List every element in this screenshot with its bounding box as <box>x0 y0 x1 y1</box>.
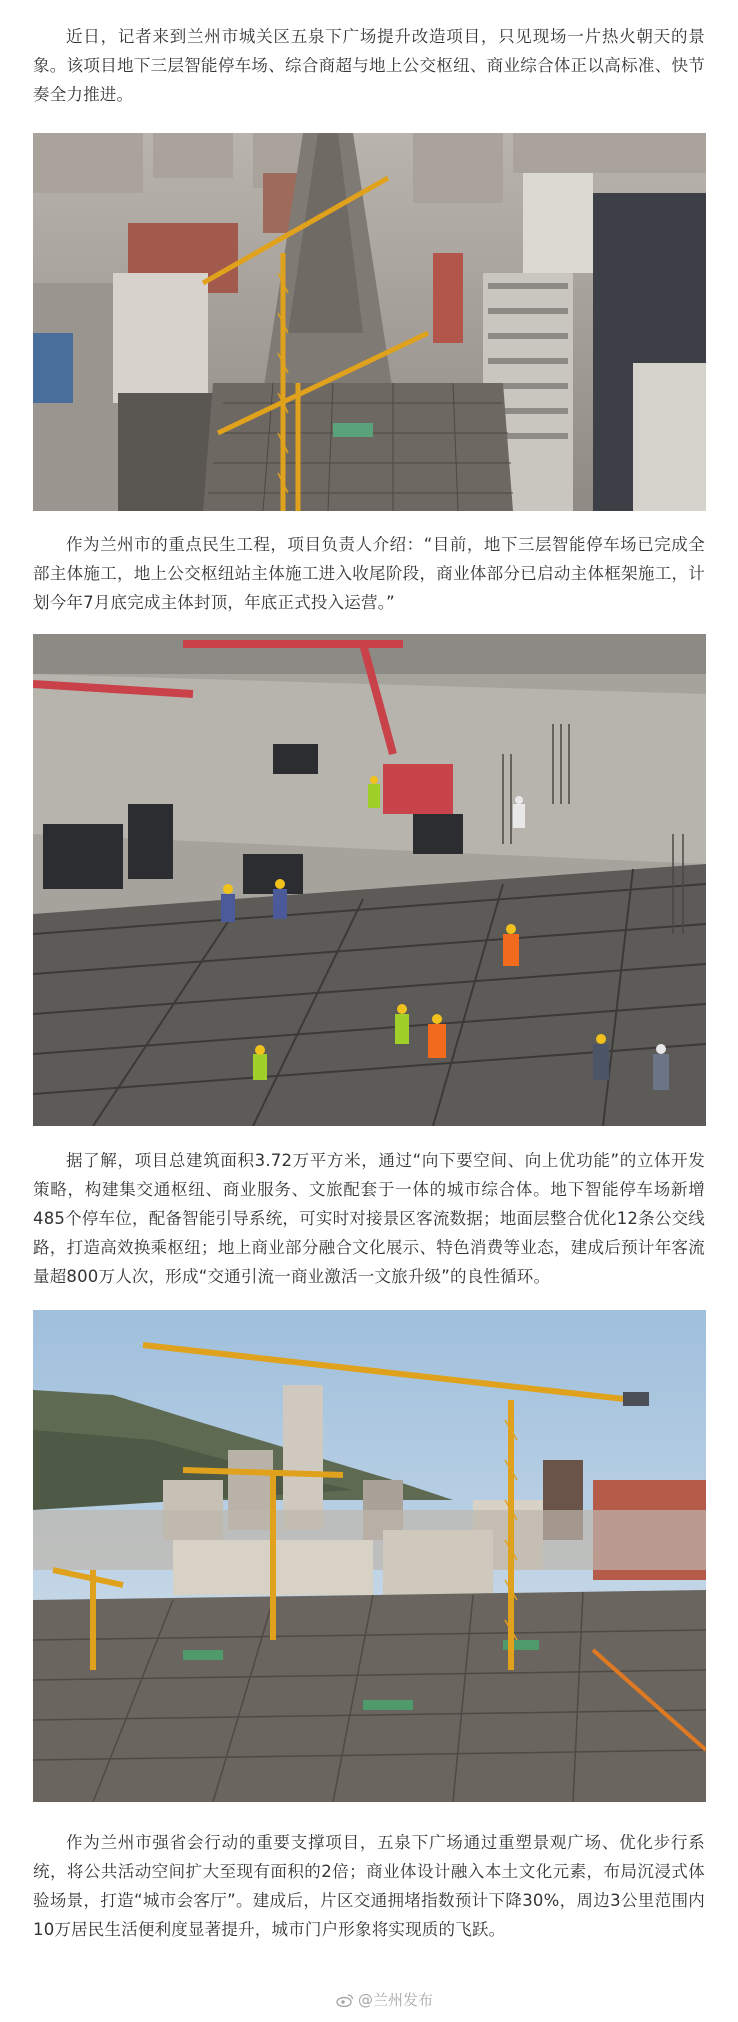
construction-aerial-photo <box>33 133 706 511</box>
article-paragraph-4: 作为兰州市强省会行动的重要支撑项目，五泉下广场通过重塑景观广场、优化步行系统，将公共活动空间扩大至现有面积的2倍；商业体设计融入本土文化元素，布局沉浸式体验场景，打造“城市会客厅”。建成后，片区交通拥堵指数预计下降30%，周边3公里范围内10万居民生活便利度显著提升，城市门户形象将实现质的飞跃。 <box>33 1833 705 1939</box>
article-paragraph-3: 据了解，项目总建筑面积3.72万平方米，通过“向下要空间、向上优功能”的立体开发策略，构建集交通枢纽、商业服务、文旅配套于一体的城市综合体。地下智能停车场新增485个停车位，配备智能引导系统，可实时对接景区客流数据；地面层整合优化12条公交线路，打造高效换乘枢纽；地上商业部分融合文化展示、特色消费等业态，建成后预计年客流量超800万人次，形成“交通引流一商业激活一文旅升级”的良性循环。 <box>33 1151 705 1286</box>
construction-site-cranes-photo <box>33 1310 706 1802</box>
weibo-icon <box>336 1993 354 2007</box>
watermark-text: @兰州发布 <box>357 1991 433 2009</box>
article-paragraph-1: 近日，记者来到兰州市城关区五泉下广场提升改造项目，只见现场一片热火朝天的景象。该项目地下三层智能停车场、综合商超与地上公交枢纽、商业综合体正以高标准、快节奏全力推进。 <box>33 27 705 104</box>
article-paragraph-2: 作为兰州市的重点民生工程，项目负责人介绍：“目前，地下三层智能停车场已完成全部主体施工，地上公交枢纽站主体施工进入收尾阶段，商业体部分已启动主体框架施工，计划今年7月底完成主体封顶，年底正式投入运营。” <box>33 535 705 612</box>
weibo-watermark <box>336 1989 433 2010</box>
construction-deck-workers-photo <box>33 634 706 1126</box>
